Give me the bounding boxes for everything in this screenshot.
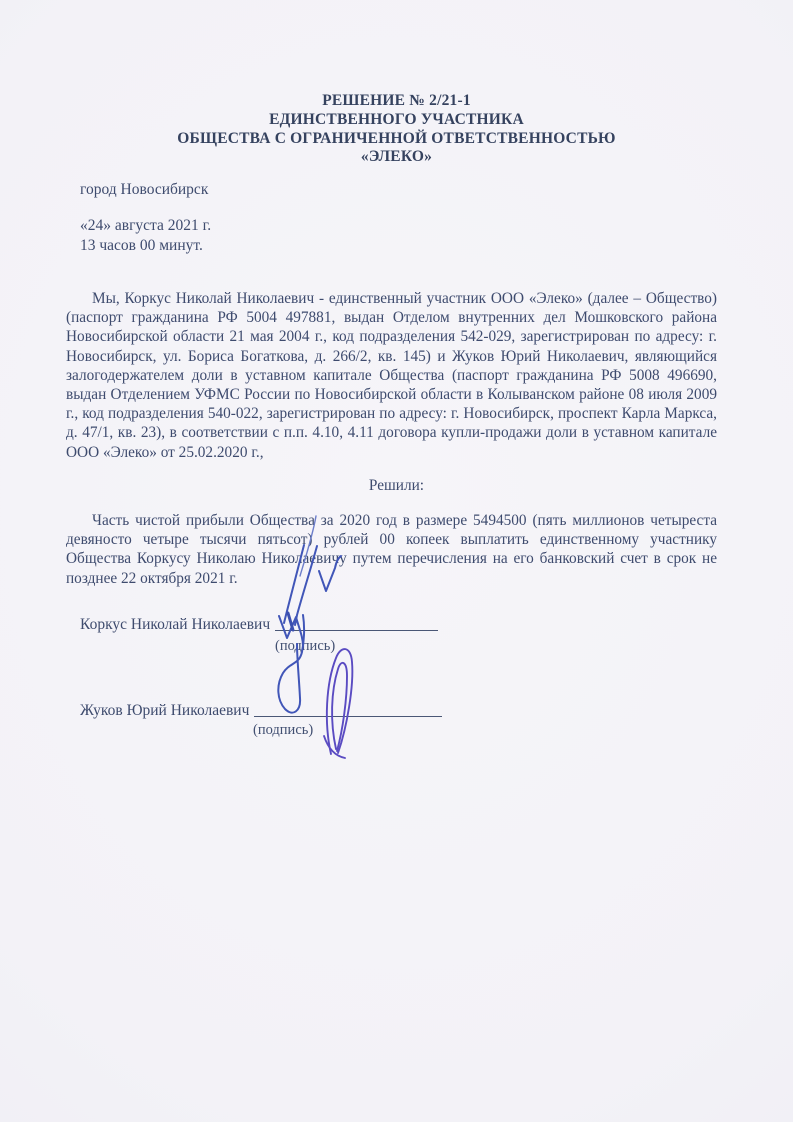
document-title-line-1: РЕШЕНИЕ № 2/21-1	[322, 92, 471, 109]
signature-line-korkus	[275, 629, 438, 631]
document-city: город Новосибирск	[80, 181, 209, 198]
signature-row-korkus	[80, 616, 438, 634]
document-title-line-2: ЕДИНСТВЕННОГО УЧАСТНИКА	[269, 110, 524, 128]
signatory-name-zhukov: Жуков Юрий Николаевич	[80, 702, 250, 719]
signature-row-zhukov	[80, 702, 442, 720]
resolution-paragraph: Часть чистой прибыли Общества за 2020 год в размере 5494500 (пять миллионов четыреста девяносто четыре тысячи пятьсот) рублей 00 копеек выплатить единственному участнику Общества Коркусу Николаю Николаевичу путем перечисления на его банковский счет в срок не позднее 22 октября 2021 г.	[66, 512, 717, 587]
signature-line-zhukov	[254, 715, 442, 717]
resolved-heading: Решили:	[368, 477, 425, 494]
signature-caption-zhukov: (подпись)	[253, 722, 314, 738]
document-title	[0, 92, 793, 167]
document-title-line-4: «ЭЛЕКО»	[360, 148, 433, 166]
document-time: 13 часов 00 минут.	[80, 236, 203, 254]
document-datetime	[80, 216, 211, 255]
document-date: «24» августа 2021 г.	[80, 217, 212, 234]
preamble-paragraph: Мы, Коркус Николай Николаевич - единственный участник ООО «Элеко» (далее – Общество) (паспорт гражданина РФ 5004 497881, выдан Отделом внутренних дел Мошковского района Новосибирской области 21 мая 2004 г., код подразделения 542-029, зарегистрирован по адресу: г. Новосибирск, ул. Бориса Богаткова, д. 266/2, кв. 145) и Жуков Юрий Николаевич, являющийся залогодержателем доли в уставном капитале Общества (паспорт гражданина РФ 5008 496690, выдан Отделением УФМС России по Новосибирской области в Колыванском районе 08 июля 2009 г., код подразделения 540-022, зарегистрирован по адресу: г. Новосибирск, проспект Карла Маркса, д. 47/1, кв. 23), в соответствии с п.п. 4.10, 4.11 договора купли-продажи доли в уставном капитале ООО «Элеко» от 25.02.2020 г.,	[66, 290, 717, 461]
signatory-name-korkus: Коркус Николай Николаевич	[80, 616, 271, 633]
document-title-line-3: ОБЩЕСТВА С ОГРАНИЧЕННОЙ ОТВЕТСТВЕННОСТЬЮ	[177, 129, 616, 147]
signature-caption-korkus: (подпись)	[275, 638, 336, 654]
